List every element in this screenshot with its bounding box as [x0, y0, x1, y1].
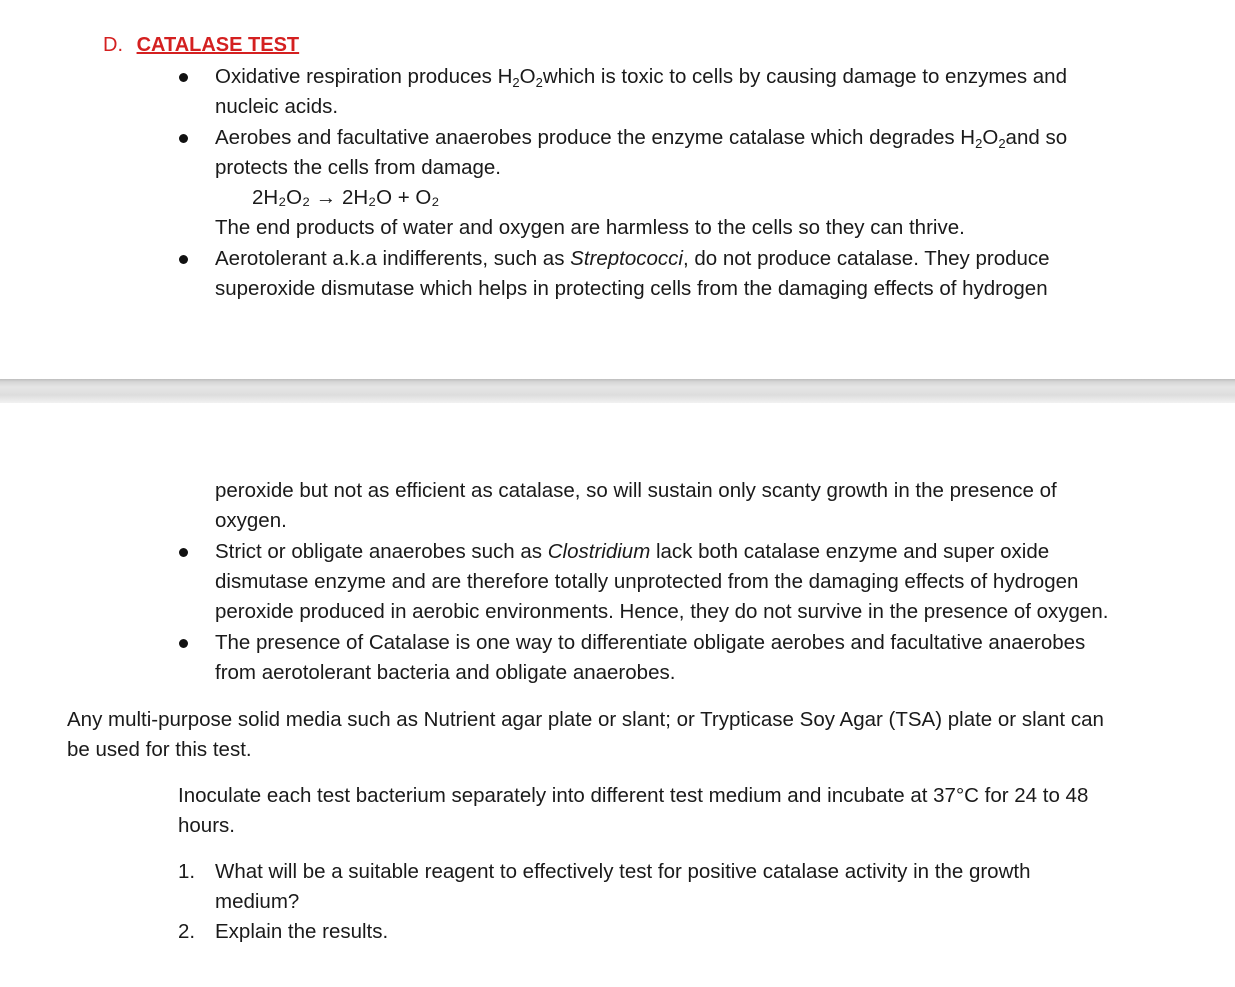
question-1-number: 1.: [178, 860, 196, 883]
bullet-2-line-2: protects the cells from damage.: [215, 156, 501, 179]
end-products-text: The end products of water and oxygen are harmless to the cells so they can thrive.: [215, 216, 965, 239]
media-line-1: Any multi-purpose solid media such as Nutrient agar plate or slant; or Trypticase Soy Agar (TSA) plate or slant can: [67, 708, 1104, 731]
page-break: [0, 379, 1235, 403]
genus-clostridium: Clostridium: [547, 540, 651, 563]
bullet-5-line-1: The presence of Catalase is one way to differentiate obligate aerobes and facultative anaerobes: [215, 631, 1086, 654]
inoculate-line-1: Inoculate each test bacterium separately into different test medium and incubate at 37°C for 24 to 48: [178, 784, 1089, 807]
bullet-4-line-1: Strict or obligate anaerobes such as Clostridium lack both catalase enzyme and super oxide: [215, 540, 1050, 563]
bullet-dot: [179, 255, 188, 264]
bullet-3-line-1: Aerotolerant a.k.a indifferents, such as Streptococci, do not produce catalase. They produce: [215, 247, 1050, 270]
bullet-dot: [179, 134, 188, 143]
bullet-4-line-3: peroxide produced in aerobic environments. Hence, they do not survive in the presence of oxygen.: [215, 600, 1109, 623]
bullet-dot: [179, 548, 188, 557]
bullet-4-line-2: dismutase enzyme and are therefore totally unprotected from the damaging effects of hydrogen: [215, 570, 1079, 593]
media-line-2: be used for this test.: [67, 738, 252, 761]
catalase-equation: 2H₂O₂ → 2H₂O + O₂: [252, 186, 440, 209]
bullet-1-line-1: Oxidative respiration produces $H_2O_2which$ is toxic to cells by causing damage to enzymes and: [215, 65, 1067, 90]
section-title: CATALASE TEST: [136, 34, 300, 56]
bullet-2-line-1: Aerobes and facultative anaerobes produce the enzyme catalase which degrades $H_2O_2and$ so: [215, 126, 1068, 151]
continued-line-1: peroxide but not as efficient as catalase, so will sustain only scanty growth in the presence of: [215, 479, 1057, 502]
inoculate-line-2: hours.: [178, 814, 235, 837]
genus-streptococci: Streptococci: [570, 247, 683, 270]
bullet-dot: [179, 639, 188, 648]
question-1-line-1: What will be a suitable reagent to effectively test for positive catalase activity in the growth: [215, 860, 1031, 883]
bullet-1-line-2: nucleic acids.: [215, 95, 339, 118]
section-heading: [103, 30, 299, 60]
section-letter: D.: [103, 34, 123, 56]
question-2-number: 2.: [178, 920, 196, 943]
bullet-dot: [179, 73, 188, 82]
bullet-3-line-2: superoxide dismutase which helps in protecting cells from the damaging effects of hydrogen: [215, 277, 1048, 300]
bullet-5-line-2: from aerotolerant bacteria and obligate anaerobes.: [215, 661, 676, 684]
question-1-line-2: medium?: [215, 890, 300, 913]
question-2-line-1: Explain the results.: [215, 920, 389, 943]
continued-line-2: oxygen.: [215, 509, 287, 532]
